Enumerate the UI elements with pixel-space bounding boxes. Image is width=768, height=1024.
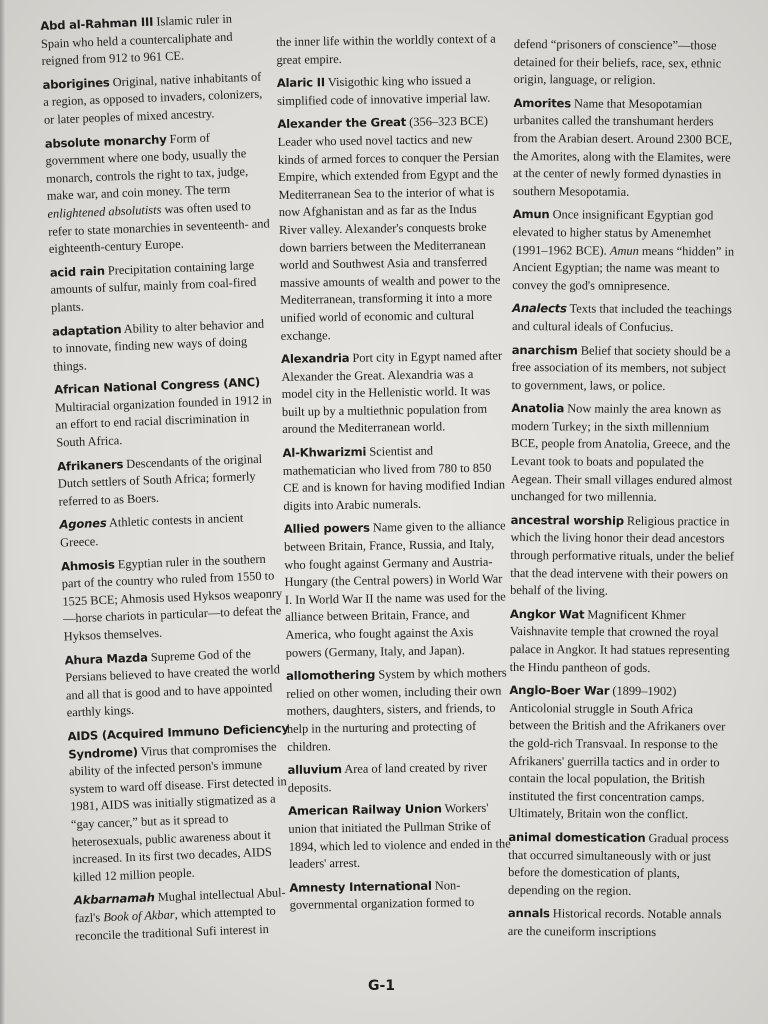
glossary-entry [40,9,264,70]
glossary-entry [64,644,289,723]
definition-text: Port city in Egypt named after Alexander the Great. Alexandria was a model city in the Hellenistic world. It was built up by a multiethnic population from around the Mediterranean world. [281,348,503,437]
glossary-entry [289,876,512,915]
definition-text: Historical records. Notable annals are the cuneiform inscriptions [507,906,722,939]
glossary-entry [284,518,508,662]
glossary-term: animal domestication [508,829,646,845]
definition-text: Supreme God of the Persians believed to have created the world and all that is good and to have appointed earthly kings. [65,645,281,720]
definition-text: Amun [609,243,639,258]
glossary-term: Agones [59,516,107,533]
glossary-column-2 [276,31,512,921]
glossary-entry [513,95,738,202]
definition-text: Magnificent Khmer Vaishnavite temple that crowned the royal palace in Angkor. It had statues representing the Hindu pantheon of gods. [509,607,730,675]
definition-text: Scientist and mathematician who lived from 780 to 850 CE and is known for having modified Indian digits into Arabic numerals. [282,443,506,513]
definition-text: Workers' union that initiated the Pullman Strike of 1894, which led to violence and ended in the leaders' arrest. [288,801,511,872]
glossary-term: Angkor Wat [509,606,585,622]
glossary-entry [508,829,732,901]
glossary-entry [509,682,734,824]
definition-text: Precipitation containing large amounts of sulfur, mainly from coal-fired plants. [50,257,257,315]
glossary-entry [510,512,735,602]
definition-text: Belief that society should be a free association of its members, not subject to government, laws, or police. [511,342,731,393]
glossary-term: Amnesty International [289,878,432,895]
glossary-term: Amun [512,207,550,222]
glossary-entry [512,206,737,296]
definition-text: Once insignificant Egyptian god elevated to higher status by Amenemhet (1991–1962 BCE). [512,207,714,258]
definition-text: System by which mothers relied on other women, including their own mothers, daughters, sisters, and friends, to help in the nurturing and protecting of children. [286,665,507,754]
glossary-term: adaptation [51,321,122,339]
definition-text: Original, native inhabitants of a region, as opposed to invaders, colonizers, or later peoples of mixed ancestry. [42,69,263,127]
glossary-term: annals [507,906,550,921]
definition-text: Descendants of the original Dutch settlers of South Africa; formerly referred to as Boers. [57,451,263,509]
glossary-entry [52,315,276,376]
definition-text: Non-governmental organization formed to [289,877,475,913]
definition-text: Virus that compromises the ability of the infected person's immune system to ward off disease. First detected in 1981, AIDS was initially stigmatized as a “gay cancer,” but as it spread to heterosexuals, public awareness about it increased. In its first two decades, AIDS killed 12 million people. [68,739,287,885]
glossary-entry [286,665,509,756]
glossary-entry [281,348,504,439]
definition-text: Ability to alter behavior and to innovate, finding new ways of doing things. [52,316,265,374]
definition-text: Name given to the alliance between Britain, France, Russia, and Italy, who fought against Germany and Austria-Hungary (the Central powers) in World War I. In World War II the name was used for the alliance between Britain, France, and America, who fought against the Axis powers (Germany, Italy, and Japan). [283,518,506,660]
glossary-entry [282,442,505,516]
glossary-entry [508,905,732,942]
glossary-term: African National Congress (ANC) [54,375,261,398]
definition-text: , which attempted to reconcile the traditional Sufi interest in [74,903,276,943]
definition-text: Texts that included the teachings and cultural ideals of Confucius. [511,301,732,335]
glossary-column-3 [508,36,738,948]
definition-text: the inner life within the worldly context of a great empire. [276,31,496,67]
glossary-term: Al-Khwarizmi [282,444,367,461]
glossary-term: anarchism [511,342,578,357]
glossary-entry [49,256,273,317]
glossary-term: Anglo-Boer War [509,683,610,698]
glossary-entry [287,759,510,798]
definition-text: Egyptian ruler in the southern part of the country who ruled from 1550 to 1525 BCE; Ahmosis used Hyksos weaponry—horse chariots in particular—to defeat the Hyksos themselves. [61,551,283,644]
definition-text: Gradual process that occurred simultaneously with or just before the domestication of plants, depending on the region. [507,830,729,898]
glossary-entry [288,800,511,874]
glossary-entry [277,72,500,111]
definition-text: Now mainly the area known as modern Turkey; in the sixth millennium BCE, people from Anatolia, Greece, and the Levant took to boats and populated the Aegean. Their small villages endured almost unchanged for two millennia. [510,401,733,505]
glossary-term: Amorites [513,95,572,111]
glossary-entry [59,509,282,553]
glossary-term: Allied powers [283,521,370,537]
page-binding-edge [0,0,6,1024]
glossary-term: Ahura Mazda [64,649,148,668]
definition-text: Form of government where one body, usually the monarch, controls the right to tax, judge, make war, and coin money. The term [45,130,249,204]
glossary-entry [74,884,298,945]
glossary-term: allomothering [285,667,376,684]
glossary-entry [277,113,503,345]
glossary-entry [511,341,735,395]
definition-text: Mughal intellectual Abul-fazl's [74,885,286,926]
definition-text: enlightened absolutists [47,202,162,221]
definition-text: (356–323 BCE) Leader who used novel tactics and new kinds of armed forces to conquer the Persian Empire, which extended from Egypt and the Mediterranean Sea to the interior of what is now Afghanistan and as far as the Indus River valley. Alexander's conquests broke down barriers between the Mediterranean world and Southwest Asia and transferred massive amounts of wealth and power to the Mediterranean, transforming it into a more unified world of economic and cultural exchange. [277,114,501,343]
glossary-term: Ahmosis [60,557,115,574]
definition-text: Religious practice in which the living honor their dead ancestors through performative rituals, under the belief that the dead intervene with their powers on behalf of the living. [510,513,735,598]
glossary-term: Abd al-Rahman III [40,14,154,33]
glossary-entry [57,450,281,511]
glossary-entry [276,31,499,70]
definition-text: was often used to refer to state monarchies in seventeenth- and eighteenth-century Europe. [47,198,270,256]
glossary-term: ancestral worship [510,512,624,528]
glossary-term: American Railway Union [288,801,442,819]
glossary-term: Akbarnamah [73,890,155,908]
definition-text: Visigothic king who issued a simplified code of innovative imperial law. [276,73,491,108]
glossary-term: acid rain [49,263,105,280]
glossary-term: AIDS (Acquired Immuno Deficiency Syndrome) [67,720,290,762]
glossary-term: Alexandria [280,350,350,367]
glossary-entry [512,300,736,337]
glossary-entry [42,68,266,129]
definition-text: Book of Akbar [103,907,175,925]
definition-text: Area of land created by river deposits. [287,759,488,795]
definition-text: Athletic contests in ancient Greece. [59,511,244,550]
definition-text: (1899–1902) Anticolonial struggle in South Africa between the British and the Afrikaners over the gold-rich Transvaal. In response to the Afrikaners' guerrilla tactics and in order to contain the local population, the British instituted the first concentration camps. Ultimately, Britain won the conflict. [508,683,726,822]
glossary-term: Alaric II [276,75,326,91]
glossary-entry [61,550,286,646]
glossary-entry [67,720,295,887]
definition-text: means “hidden” in Ancient Egyptian; the name was meant to convey the god's omnipresence. [512,243,735,293]
glossary-term: Anatolia [511,401,565,416]
glossary-term: absolute monarchy [44,131,167,151]
glossary-term: Analects [512,301,567,316]
definition-text: defend “prisoners of conscience”—those detained for their beliefs, race, sex, ethnic origin, language, or religion. [513,36,722,88]
page-number: G-1 [368,978,396,994]
glossary-term: aborigines [42,75,110,92]
glossary-entry [514,36,738,90]
glossary-term: Alexander the Great [277,115,407,132]
glossary-term: alluvium [287,762,342,778]
glossary-column-1 [40,9,298,951]
glossary-entry [45,127,272,259]
glossary-entry [511,400,736,507]
definition-text: Name that Mesopotamian urbanites called the transhumant herders from the Arabian desert. Around 2300 BCE, the Amorites, along with the Elamites, were at the center of newly formed dynasties in southern Mesopotamia. [512,96,733,199]
glossary-entry [54,373,279,452]
definition-text: Islamic ruler in Spain who held a countercaliphate and reigned from 912 to 961 CE. [40,11,233,69]
definition-text: Multiracial organization founded in 1912 in an effort to end racial discrimination in South Africa. [54,392,272,450]
glossary-term: Afrikaners [56,456,124,474]
glossary-entry [510,606,734,678]
